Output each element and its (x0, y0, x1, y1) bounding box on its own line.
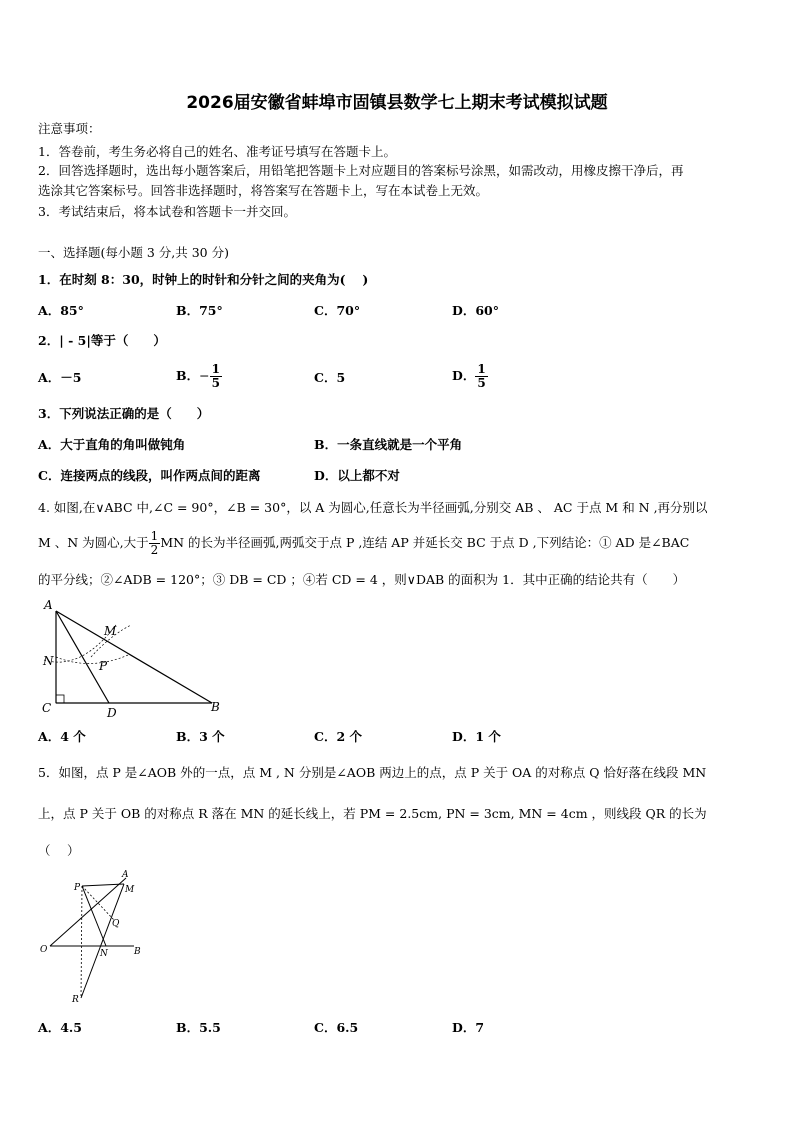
fraction-numerator: 1 (211, 361, 220, 376)
label-r: R (72, 995, 79, 1005)
q5-line-2: 上，点 P 关于 OB 的对称点 R 落在 MN 的延长线上，若 PM = 2.5cm, PN = 3cm, MN = 4cm ，则线段 QR 的长为 (38, 806, 707, 821)
q5-option-c: C．6.5 (314, 1020, 359, 1035)
q1-stem: 1．在时刻 8：30，时钟上的时针和分针之间的夹角为( ) (38, 272, 369, 287)
label-m: M (104, 624, 117, 638)
q4-option-d: D．1 个 (452, 729, 501, 744)
label-a: A (122, 870, 129, 880)
q3-stem: 3．下列说法正确的是（ ） (38, 406, 210, 421)
label-m: M (125, 885, 135, 895)
label-d: D (107, 706, 117, 720)
fraction-denominator: 2 (150, 542, 159, 557)
q5-line-3: （ ） (38, 843, 80, 858)
label-p: P (99, 659, 108, 673)
q2-option-c: C．5 (314, 370, 346, 385)
q4-half-fraction (149, 530, 161, 557)
fraction-numerator: 1 (477, 361, 486, 376)
q2-option-b-sign: − (199, 368, 210, 383)
label-a: A (44, 598, 53, 612)
q2-option-b (176, 356, 222, 396)
q1-option-d: D．60° (452, 303, 499, 318)
label-o: O (40, 945, 48, 955)
label-q: Q (112, 919, 120, 929)
fraction-numerator: 1 (150, 528, 159, 543)
q2-option-b-fraction (210, 363, 222, 390)
q4-option-a: A．4 个 (38, 729, 86, 744)
q4-line-3: 的平分线；②∠ADB = 120°；③ DB = CD ；④若 CD = 4 ，则∨DAB 的面积为 1．其中正确的结论共有（ ） (38, 572, 686, 587)
label-b: B (134, 947, 141, 957)
q3-option-c: C．连接两点的线段，叫作两点间的距离 (38, 468, 261, 483)
label-n: N (43, 654, 54, 668)
q1-option-b: B．75° (176, 303, 223, 318)
label-n: N (100, 949, 108, 959)
q3-option-a: A．大于直角的角叫做钝角 (38, 437, 186, 452)
fraction-denominator: 5 (477, 375, 486, 390)
q1-option-a: A．85° (38, 303, 84, 318)
q5-option-a: A．4.5 (38, 1020, 82, 1035)
q1-option-c: C．70° (314, 303, 361, 318)
q4-line-1: 4. 如图,在∨ABC 中,∠C = 90°，∠B = 30°，以 A 为圆心,任意长为半径画弧,分别交 AB 、 AC 于点 M 和 N ,再分别以 (38, 500, 708, 515)
q4-line-2-end: MN 的长为半径画弧,两弧交于点 P ,连结 AP 并延长交 BC 于点 D ,下列结论：① AD 是∠BAC (160, 535, 690, 550)
q4-line-2 (38, 525, 689, 561)
q5-option-d: D．7 (452, 1020, 485, 1035)
q2-option-b-label: B． (176, 368, 200, 383)
q2-option-d (452, 356, 488, 396)
q4-line-2-start: M 、N 为圆心,大于 (38, 535, 149, 550)
q4-option-b: B．3 个 (176, 729, 225, 744)
label-b: B (211, 700, 220, 714)
q5-option-b: B．5.5 (176, 1020, 221, 1035)
page-title: 2026届安徽省蚌埠市固镇县数学七上期末考试模拟试题 (186, 93, 608, 113)
notice-item-1: 1．答卷前，考生务必将自己的姓名、准考证号填写在答题卡上。 (38, 144, 396, 159)
notice-item-3: 3．考试结束后，将本试卷和答题卡一并交回。 (38, 204, 296, 219)
q5-reflection-figure (36, 868, 156, 1006)
section-heading: 一、选择题(每小题 3 分,共 30 分) (38, 245, 229, 260)
label-c: C (42, 701, 52, 715)
notice-heading: 注意事项： (38, 121, 101, 136)
notice-item-2-cont: 选涂其它答案标号。回答非选择题时，将答案写在答题卡上，写在本试卷上无效。 (38, 183, 489, 198)
q2-stem: 2．| - 5|等于（ ） (38, 333, 166, 348)
q4-triangle-figure (36, 595, 236, 723)
q4-option-c: C．2 个 (314, 729, 362, 744)
q2-option-d-fraction (475, 363, 487, 390)
q2-option-d-label: D． (452, 368, 476, 383)
q3-option-b: B．一条直线就是一个平角 (314, 437, 463, 452)
q2-option-a: A．－5 (38, 370, 82, 385)
q3-option-d: D．以上都不对 (314, 468, 400, 483)
q5-line-1: 5．如图，点 P 是∠AOB 外的一点，点 M , N 分别是∠AOB 两边上的点，点 P 关于 OA 的对称点 Q 恰好落在线段 MN (38, 765, 707, 780)
fraction-denominator: 5 (211, 375, 220, 390)
label-p: P (74, 883, 81, 893)
notice-item-2: 2．回答选择题时，选出每小题答案后，用铅笔把答题卡上对应题目的答案标号涂黑，如需改动，用橡皮擦干净后，再 (38, 163, 684, 178)
